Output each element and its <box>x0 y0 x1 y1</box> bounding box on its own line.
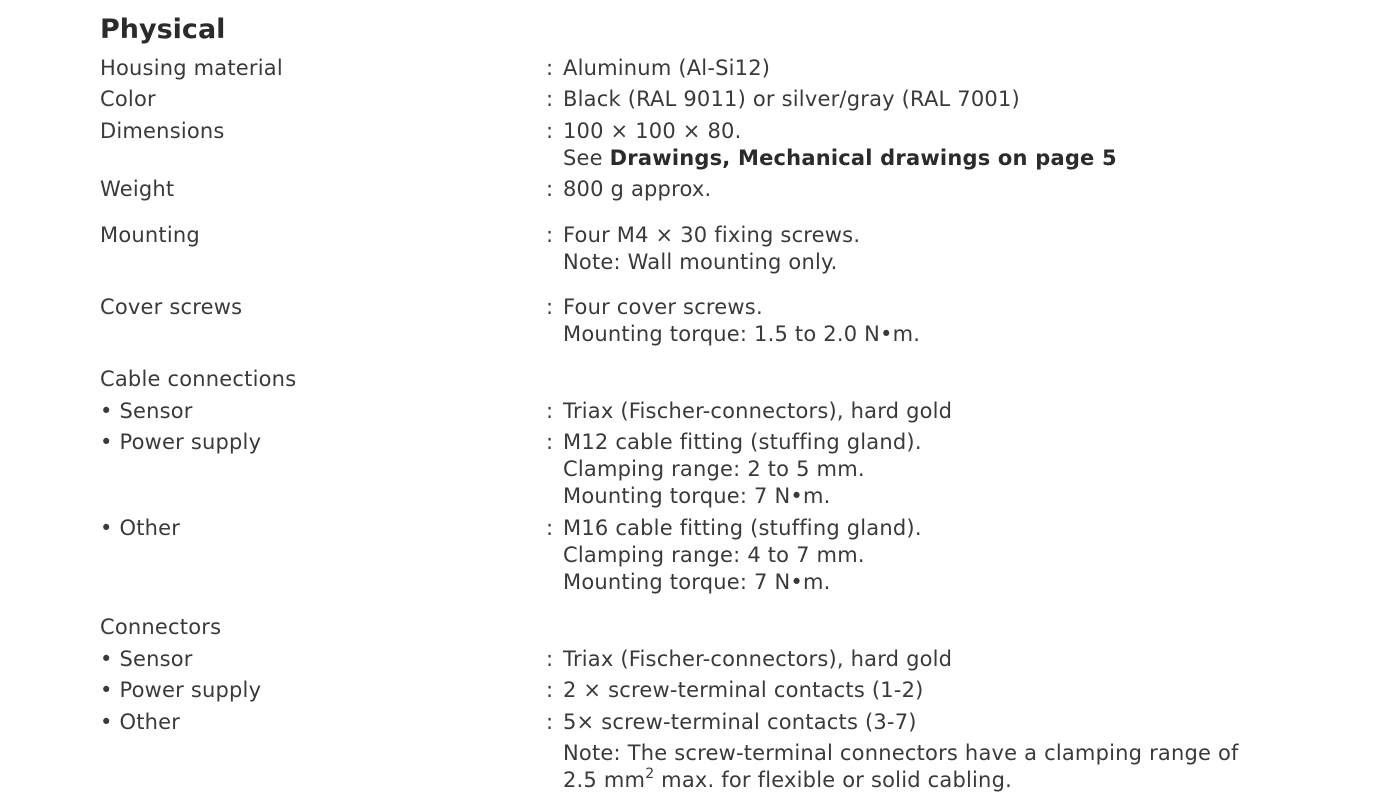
spec-value: 800 g approx. <box>563 177 712 201</box>
colon-separator: : <box>546 223 554 247</box>
superscript-two: 2 <box>645 766 655 782</box>
colon-separator: : <box>546 678 554 702</box>
spec-label: Color <box>100 87 156 111</box>
spec-value: M16 cable fitting (stuffing gland). Clamping range: 4 to 7 mm. Mounting torque: 7 N•m. <box>563 516 922 594</box>
colon-separator: : <box>546 177 554 201</box>
subsection-heading: Cable connections <box>100 367 297 391</box>
spec-value: Four M4 × 30 fixing screws. Note: Wall mounting only. <box>563 223 861 274</box>
spec-value: 100 × 100 × 80. See Drawings, Mechanical drawings on page 5 <box>563 119 1117 170</box>
spec-label: Weight <box>100 177 175 201</box>
spec-value: Triax (Fischer-connectors), hard gold <box>563 399 953 423</box>
colon-separator: : <box>546 119 554 143</box>
spec-value: M12 cable fitting (stuffing gland). Clamping range: 2 to 5 mm. Mounting torque: 7 N•m. <box>563 430 922 508</box>
spec-value: Black (RAL 9011) or silver/gray (RAL 7001) <box>563 87 1020 111</box>
colon-separator: : <box>546 295 554 319</box>
colon-separator: : <box>546 87 554 111</box>
section-title: Physical <box>100 14 226 45</box>
spec-label: • Power supply <box>100 678 262 702</box>
subsection-heading: Connectors <box>100 615 222 639</box>
spec-value: 5× screw-terminal contacts (3-7) Note: The screw-terminal connectors have a clamping range of 2.5 $mm^2$ max. for flexible or solid cabling. <box>563 710 1239 792</box>
colon-separator: : <box>546 430 554 454</box>
colon-separator: : <box>546 399 554 423</box>
spec-label: Cover screws <box>100 295 243 319</box>
spec-label: Housing material <box>100 56 283 80</box>
spec-label: • Other <box>100 710 181 734</box>
spec-label: Mounting <box>100 223 200 247</box>
spec-label: • Sensor <box>100 399 193 423</box>
colon-separator: : <box>546 710 554 734</box>
colon-separator: : <box>546 516 554 540</box>
cross-reference-link[interactable]: Drawings, Mechanical drawings on page 5 <box>609 146 1117 170</box>
spec-value: Triax (Fischer-connectors), hard gold <box>563 647 953 671</box>
spec-label: • Sensor <box>100 647 193 671</box>
spec-value: Four cover screws. Mounting torque: 1.5 to 2.0 N•m. <box>563 295 921 346</box>
spec-value: Aluminum (Al-Si12) <box>563 56 771 80</box>
spec-label: • Other <box>100 516 181 540</box>
spec-label: Dimensions <box>100 119 225 143</box>
spec-label: • Power supply <box>100 430 262 454</box>
spec-value: 2 × screw-terminal contacts (1-2) <box>563 678 924 702</box>
colon-separator: : <box>546 56 554 80</box>
colon-separator: : <box>546 647 554 671</box>
